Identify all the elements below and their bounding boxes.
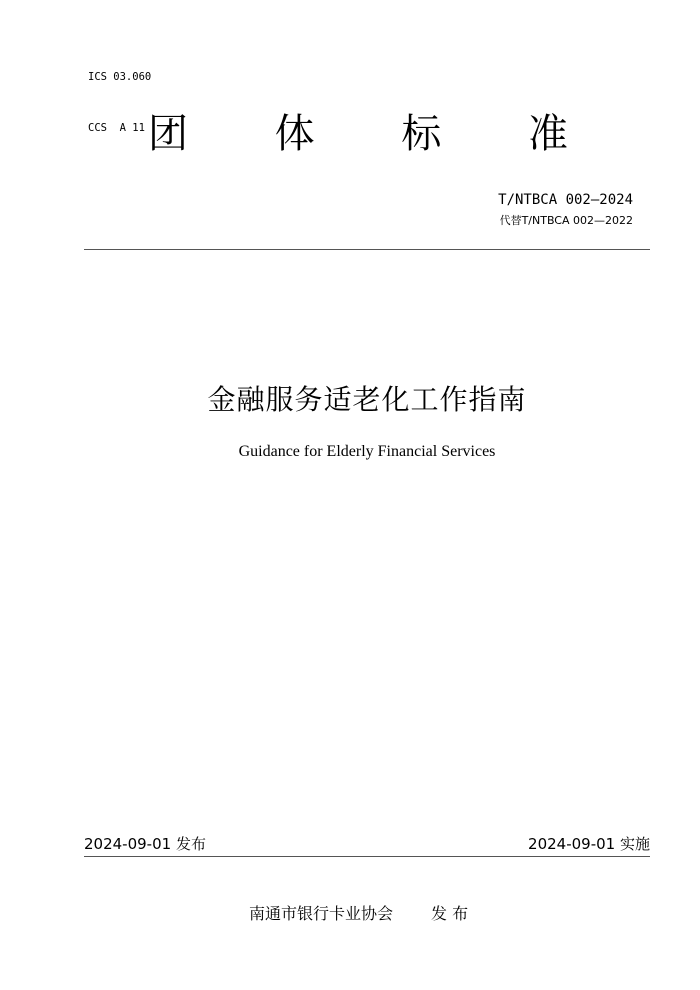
top-divider	[84, 249, 650, 250]
standard-type-char: 团	[148, 111, 188, 157]
release-date: 2024-09-01 发布	[84, 835, 206, 853]
standard-type-char: 体	[274, 111, 315, 157]
ics-code: ICS 03.060	[88, 71, 152, 83]
effective-date: 2024-09-01 实施	[528, 835, 650, 853]
standard-type-heading	[148, 108, 568, 160]
bottom-divider	[84, 856, 650, 857]
classification-codes	[88, 35, 151, 154]
standard-type-char: 准	[527, 111, 568, 157]
document-title-cn: 金融服务适老化工作指南	[207, 383, 527, 416]
document-title-en: Guidance for Elderly Financial Services	[238, 443, 496, 460]
ccs-code: CCS A 11	[88, 122, 145, 134]
standard-type-char: 标	[401, 111, 442, 157]
publisher-name: 南通市银行卡业协会	[249, 904, 394, 923]
publisher-action: 发 布	[431, 904, 469, 923]
standard-code: T/NTBCA 002—2024	[498, 192, 633, 208]
replaces-code: 代替T/NTBCA 002—2022	[499, 214, 633, 227]
